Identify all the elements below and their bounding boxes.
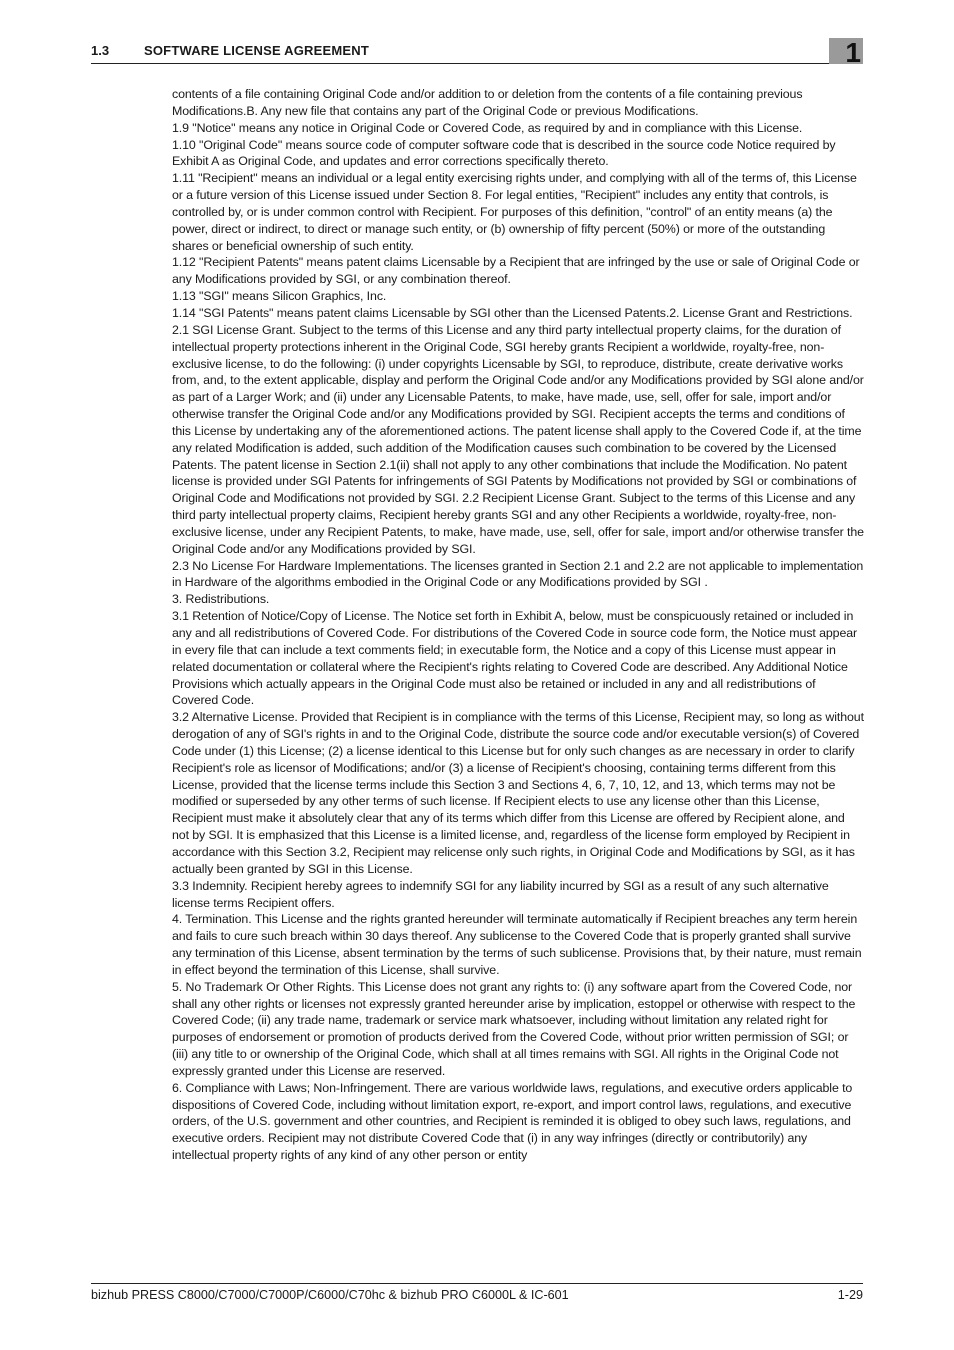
header-rule — [91, 63, 829, 64]
paragraph: 1.11 "Recipient" means an individual or a legal entity exercising rights under, and complying with all of the terms of, this License or a future version of this License issued under Section 8. For legal entities, "Recipient" includes any entity that controls, is controlled by, or is under common control with Recipient. For purposes of this definition, "control" of an entity means (a) the power, direct or indirect, to direct or manage such entity, or (b) ownership of fifty percent (50%) or more of the outstanding shares or beneficial ownership of such entity. — [172, 171, 857, 253]
paragraph: 3. Redistributions. — [172, 592, 270, 607]
paragraph: 3.2 Alternative License. Provided that Recipient is in compliance with the terms of this License, Recipient may, so long as without derogation of any of SGI's rights in and to the Original Code, distribute the source code and/or executable version(s) of Covered Code under (1) this License; (2) a license identical to this License but for only such changes as are necessary in order to clarify Recipient's role as licensor of Modifications; and/or (3) a license of Recipient's choosing, containing terms different from this License, provided that the license terms include this Section 3 and Sections 4, 6, 7, 10, 12, and 13, which terms may not be modified or superseded by any other terms of such license. If Recipient elects to use any license other than this License, Recipient must make it absolutely clear that any of its terms which differ from this License are offered by Recipient alone, and not by SGI. It is emphasized that this License is a limited license, and, regardless of the license form employed by Recipient in accordance with this Section 3.2, Recipient may relicense only such rights, in Original Code and Modifications by SGI, as it has actually been granted by SGI in this License. — [172, 710, 864, 876]
paragraph: 1.10 "Original Code" means source code of computer software code that is described in the source code Notice required by Exhibit A as Original Code, and updates and error corrections specifically thereto. — [172, 137, 836, 169]
paragraph: 2.1 SGI License Grant. Subject to the terms of this License and any third party intellectual property claims, for the duration of intellectual property protections inherent in the Original Code, SGI hereby grants Recipient a worldwide, royalty-free, non-exclusive license, to do the following: (i) under copyrights Licensable by SGI, to reproduce, distribute, create derivative works from, and, to the extent applicable, display and perform the Original Code and/or any Modifications provided by SGI alone and/or as part of a Larger Work; and (ii) under any Licensable Patents, to make, have made, use, sell, offer for sale, import and/or otherwise transfer the Original Code and/or any Modifications provided by SGI. Recipient accepts the terms and conditions of this License by undertaking any of the aforementioned actions. The patent license shall apply to the Covered Code if, at the time any related Modification is added, such addition of the Modification causes such combination to be covered by the Licensed Patents. The patent license in Section 2.1(ii) shall not apply to any other combinations that include the Modification. No patent license is provided under SGI Patents for infringements of SGI Patents by Modifications not provided by SGI or combinations of Original Code and Modifications not provided by SGI. 2.2 Recipient License Grant. Subject to the terms of this License and any third party intellectual property claims, Recipient hereby grants SGI and any other Recipients a worldwide, royalty-free, non-exclusive license, under any Recipient Patents, to make, have made, use, sell, offer for sale, import and/or otherwise transfer the Original Code and/or any Modifications provided by SGI. — [172, 322, 864, 556]
paragraph: 1.9 "Notice" means any notice in Original Code or Covered Code, as required by and in compliance with this License. — [172, 120, 803, 135]
paragraph: 4. Termination. This License and the rights granted hereunder will terminate automatically if Recipient breaches any term herein and fails to cure such breach within 30 days thereof. Any sublicense to the Covered Code that is properly granted shall survive any termination of this License, absent termination by the terms of such sublicense. Provisions that, by their nature, must remain in effect beyond the termination of this License, shall survive. — [172, 912, 862, 977]
paragraph: 6. Compliance with Laws; Non-Infringement. There are various worldwide laws, regulations, and executive orders applicable to dispositions of Covered Code, including without limitation export, re-export, and import control laws, regulations, and executive orders, of the U.S. government and other countries, and Recipient is reminded it is obliged to obey such laws, regulations, and executive orders. Recipient may not distribute Covered Code that (i) in any way infringes (directly or contributorily) any intellectual property rights of any kind of any other person or entity — [172, 1080, 853, 1163]
paragraph: 5. No Trademark Or Other Rights. This License does not grant any rights to: (i) any software apart from the Covered Code, nor shall any other rights or licenses not expressly granted hereunder arise by implication, estoppel or otherwise with respect to the Covered Code; (ii) any trade name, trademark or service mark whatsoever, including without limitation any related right for purposes of endorsement or promotion of products derived from the Covered Code, without prior written permission of SGI; or (iii) any title to or ownership of the Original Code, which shall at all times remains with SGI. All rights in the Original Code not expressly granted under this License are reserved. — [172, 979, 856, 1078]
page-header — [91, 37, 863, 68]
paragraph: 1.13 "SGI" means Silicon Graphics, Inc. — [172, 289, 387, 304]
paragraph: 1.14 "SGI Patents" means patent claims Licensable by SGI other than the Licensed Patents.2. License Grant and Restrictions. — [172, 305, 853, 320]
paragraph: 3.3 Indemnity. Recipient hereby agrees to indemnify SGI for any liability incurred by SGI as a result of any such alternative license terms Recipient offers. — [172, 878, 829, 910]
section-number: 1.3 — [91, 43, 110, 58]
page-number: 1-29 — [837, 1288, 863, 1302]
paragraph: contents of a file containing Original Code and/or addition to or deletion from the contents of a file containing previous Modifications.B. Any new file that contains any part of the Original Code or previous Modifications. — [172, 87, 803, 118]
product-name: bizhub PRESS C8000/C7000/C7000P/C6000/C70hc & bizhub PRO C6000L & IC-601 — [91, 1288, 569, 1302]
section-title: SOFTWARE LICENSE AGREEMENT — [144, 43, 370, 58]
paragraph: 1.12 "Recipient Patents" means patent claims Licensable by a Recipient that are infringed by the use or sale of Original Code or any Modifications provided by SGI, or any combination thereof. — [172, 255, 860, 287]
chapter-number: 1 — [845, 37, 861, 68]
paragraph: 3.1 Retention of Notice/Copy of License. The Notice set forth in Exhibit A, below, must be conspicuously retained or included in any and all redistributions of Covered Code. For distributions of the Covered Code in source code form, the Notice must appear in every file that can include a text comments field; in executable form, the Notice and a copy of this License must appear in related documentation or collateral where the Recipient's rights relating to Covered Code are described. Any Additional Notice Provisions which actually appears in the Original Code must also be retained or included in any and all redistributions of Covered Code. — [172, 609, 858, 708]
license-text — [172, 86, 864, 1164]
chapter-tab — [829, 37, 863, 68]
page-footer — [91, 1283, 863, 1302]
paragraph: 2.3 No License For Hardware Implementations. The licenses granted in Section 2.1 and 2.2 are not applicable to implementation in Hardware of the algorithms embodied in the Original Code or any Modifications provided by SGI . — [172, 558, 864, 590]
footer-rule — [91, 1283, 863, 1284]
